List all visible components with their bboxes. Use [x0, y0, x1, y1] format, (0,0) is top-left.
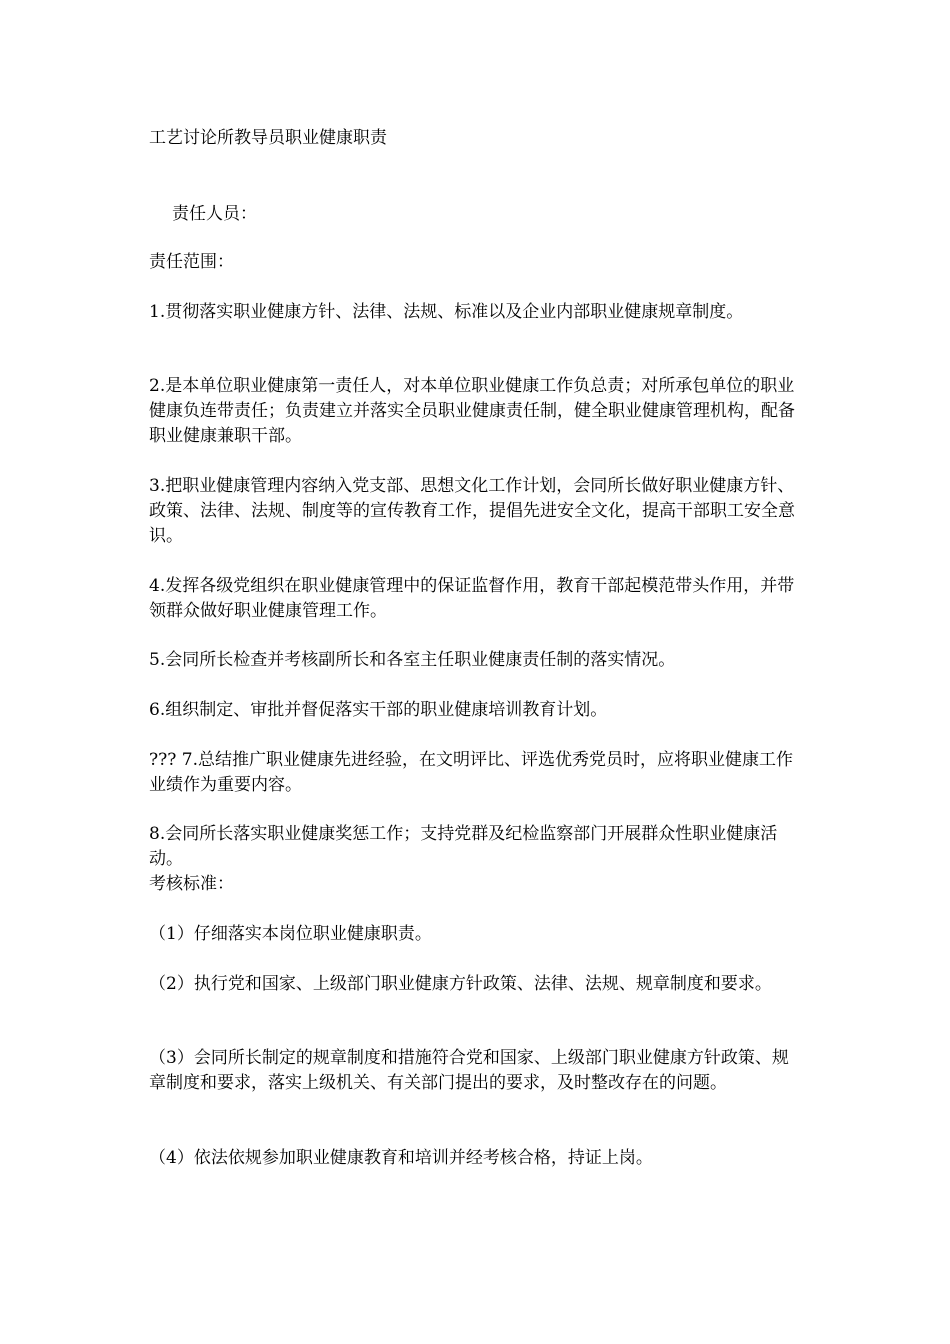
standard-item: （1）仔细落实本岗位职业健康职责。: [149, 924, 432, 944]
responsible-person-label: 责任人员：: [172, 204, 257, 224]
list-item: 3.把职业健康管理内容纳入党支部、思想文化工作计划，会同所长做好职业健康方针、政策、法律、法规、制度等的宣传教育工作，提倡先进安全文化，提高干部职工安全意识。: [149, 476, 795, 546]
list-item: 8.会同所长落实职业健康奖惩工作；支持党群及纪检监察部门开展群众性职业健康活动。: [149, 824, 778, 869]
standard-item: （4）依法依规参加职业健康教育和培训并经考核合格，持证上岗。: [149, 1148, 653, 1168]
list-item: 6.组织制定、审批并督促落实干部的职业健康培训教育计划。: [149, 700, 608, 720]
list-item: 4.发挥各级党组织在职业健康管理中的保证监督作用，教育干部起模范带头作用，并带领群众做好职业健康管理工作。: [149, 576, 795, 621]
list-item: ??? 7.总结推广职业健康先进经验，在文明评比、评选优秀党员时，应将职业健康工作业绩作为重要内容。: [149, 750, 793, 795]
scope-label: 责任范围：: [149, 252, 234, 272]
list-item: 5.会同所长检查并考核副所长和各室主任职业健康责任制的落实情况。: [149, 650, 676, 670]
standard-item: （2）执行党和国家、上级部门职业健康方针政策、法律、法规、规章制度和要求。: [149, 974, 772, 994]
document-title: 工艺讨论所教导员职业健康职责: [149, 128, 387, 148]
standard-item: （3）会同所长制定的规章制度和措施符合党和国家、上级部门职业健康方针政策、规章制度和要求，落实上级机关、有关部门提出的要求，及时整改存在的问题。: [149, 1048, 789, 1093]
list-item: 2.是本单位职业健康第一责任人，对本单位职业健康工作负总责；对所承包单位的职业健康负连带责任；负责建立并落实全员职业健康责任制，健全职业健康管理机构，配备职业健康兼职干部。: [149, 376, 795, 446]
assessment-label: 考核标准：: [149, 874, 234, 894]
list-item: 1.贯彻落实职业健康方针、法律、法规、标准以及企业内部职业健康规章制度。: [149, 302, 744, 322]
